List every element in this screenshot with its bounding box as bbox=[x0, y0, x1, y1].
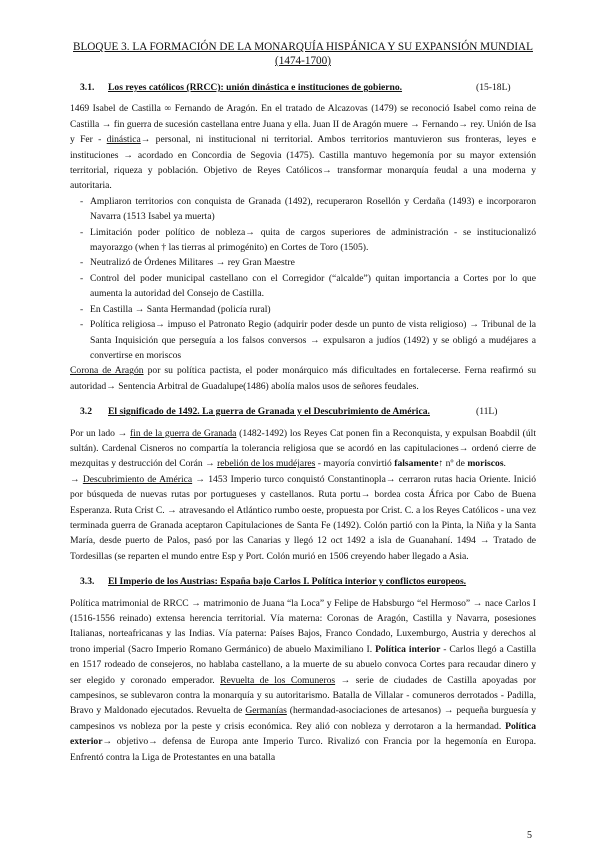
section-heading-3-1 bbox=[70, 80, 536, 95]
paragraph-corona-aragon bbox=[70, 363, 536, 394]
underlined-term: dinástica bbox=[106, 134, 141, 146]
text: → objetivo→ defensa de Europa ante Imperio Turco. Rivalizó con Francia por la hegemonía en Europa. Enfrentó contra la Liga de Protestantes en una batalla bbox=[70, 736, 536, 763]
section-number: 3.3. bbox=[80, 576, 95, 588]
section-title: El significado de 1492. La guerra de Granada y el Descubrimiento de América. bbox=[108, 406, 430, 418]
section-number: 3.2 bbox=[80, 406, 92, 418]
paragraph-granada bbox=[70, 426, 536, 472]
section-heading-3-3 bbox=[70, 574, 536, 589]
text: → bbox=[70, 473, 83, 485]
text: . bbox=[503, 458, 506, 470]
list-item: - Neutralizó de Órdenes Militares → rey Gran Maestre bbox=[70, 255, 536, 270]
section-number: 3.1. bbox=[80, 82, 95, 93]
measures-list bbox=[70, 194, 536, 363]
text: → serie de ciudades de Castilla apoyadas por campesinos, se sublevaron contra la monarquía y su autoritarismo. Batalla de Villalar - comuneros derrotados - Padilla, Bravo y Maldonado ejecutados. Revuelta de bbox=[70, 674, 536, 717]
paragraph-carlos-i bbox=[70, 596, 536, 765]
bold-term: Política interior bbox=[375, 643, 441, 655]
list-item: - Control del poder municipal castellano con el Corregidor (“alcalde”) quitan importancia a Cortes por lo que aumenta la autoridad del Consejo de Castilla. bbox=[70, 271, 536, 302]
page-number: 5 bbox=[527, 830, 532, 841]
text: Política matrimonial de RRCC → matrimonio de Juana “la Loca” y Felipe de Habsburgo “el Hermoso” → nace Carlos I (1516-1556 reinado) extensa herencia territorial. Vía materna: Coronas de Aragón, Castilla y Navarra, posesiones Italianas, norteafricanas y las Indias. Vía paterna: Países Bajos, Franco Condado, Luxemburgo, Austria y derechos al trono imperial (Sacro Imperio Romano Germánico) de abuelo Maximiliano I. bbox=[70, 597, 536, 655]
section-title: Los reyes católicos (RRCC): unión dinástica e instituciones de gobierno. bbox=[108, 82, 403, 93]
bold-term: falsamente bbox=[394, 458, 439, 470]
section-time: (11L) bbox=[476, 406, 498, 418]
text: (hermandad-asociaciones de artesanos) → pequeña burguesía y campesinos vs nobleza por la peste y crisis económica. Rey alió con nobleza y derrotaron a la hermandad. bbox=[70, 705, 536, 732]
underlined-term: Corona de Aragón bbox=[70, 365, 144, 377]
underlined-term: Descubrimiento de América bbox=[82, 473, 193, 485]
list-item: - Política religiosa→ impuso el Patronato Regio (adquirir poder desde un punto de vista religioso) → Tribunal de la Santa Inquisición que perseguía a los falsos conversos → expulsaron a judíos (1492) y se obligó a mudéjares a convertirse en moriscos bbox=[70, 317, 536, 363]
text: → 1453 Imperio turco conquistó Constantinopla→ cerraron rutas hacia Oriente. Inició por búsqueda de nuevas rutas por portugueses y castellanos. Ruta portu→ bordea costa África por Cabo de Buena Esperanza. Ruta Crist C. → atravesando el Atlántico rumbo oeste, propuesta por Crist. C. a los Reyes Católicos - una vez terminada guerra de Granada aceptaron Capitulaciones de Santa Fe (1492). Colón partió con la Pinta, la Niña y la Santa María, desde puerto de Palos, pasó por las Canarias y llegó 12 oct 1492 a isla de Guanahaní. 1494 → Tratado de Tordesillas (se reparten el mundo entre Esp y Port. Colón murió en 1506 creyendo haber llegado a Asia. bbox=[70, 473, 537, 562]
text: por su política pactista, el poder monárquico más dificultades en fortalecerse. Fernа reafirmó su autoridad→ Sentencia Arbitral de Guadalupe(1486) abolía malos usos de señores feudales. bbox=[70, 365, 536, 392]
section-title: El Imperio de los Austrias: España bajo Carlos I. Política interior y conflictos europeos. bbox=[108, 576, 467, 588]
text: - Carlos llegó a Castilla en 1517 rodeado de consejeros, no hablaba castellano, a la muerte de su abuelo convoca Cortes para recaudar dinero y ser elegido y coronado emperador. bbox=[70, 643, 536, 686]
text: (1482-1492) los Reyes Cat ponen fin a Reconquista, y expulsan Boabdil (últ sultán). Cardenal Cisneros no compartía la tolerancia religiosa que se acordó en las capitulaciones→ ordenó cierre de mezquitas y destrucción del Corán → bbox=[70, 427, 536, 470]
underlined-term: Germanías bbox=[245, 705, 287, 717]
section-time: (15-18L) bbox=[476, 82, 511, 93]
bold-term: moriscos bbox=[467, 458, 504, 470]
paragraph-union-dinastica bbox=[70, 101, 536, 193]
text: Por un lado → bbox=[70, 427, 130, 439]
underlined-term: fin de la guerra de Granada bbox=[130, 427, 237, 439]
text: ↑ nº de bbox=[438, 458, 468, 470]
section-heading-3-2 bbox=[70, 404, 536, 419]
text: - mayoría convirtió bbox=[315, 458, 395, 470]
underlined-term: Revuelta de los Comuneros bbox=[220, 674, 336, 686]
text: 1469 Isabel de Castilla ∞ Fernando de Aragón. En el tratado de Alcazovas (1479) se reconoció Isabel como reina de Castilla → fin guerra de sucesión castellana entre Juana y ella. Juan II de Aragón muere → Fernando→ rey. Unión de Isa y Fer - bbox=[70, 103, 536, 146]
underlined-term: rebelión de los mudéjares bbox=[217, 458, 316, 470]
document-page bbox=[70, 40, 536, 765]
page-title: BLOQUE 3. LA FORMACIÓN DE LA MONARQUÍA HISPÁNICA Y SU EXPANSIÓN MUNDIAL (1474-1700) bbox=[73, 41, 533, 67]
paragraph-descubrimiento bbox=[70, 472, 536, 564]
list-item: - Ampliaron territorios con conquista de Granada (1492), recuperaron Rosellón y Cerdaña (1493) e incorporaron Navarra (1513 Isabel ya muerta) bbox=[70, 194, 536, 225]
text: → personal, ni institucional ni territorial. Ambos territorios mantuvieron sus fronteras, leyes e instituciones → acordado en Concordia de Segovia (1475). Castilla mantuvo hegemonía por su mayor extensión territorial, riqueza y población. Objetivo de Reyes Católicos→ transformar monarquía feudal a una moderna y autoritaria. bbox=[70, 134, 536, 192]
list-item: - En Castilla → Santa Hermandad (policía rural) bbox=[70, 302, 536, 317]
bold-term: Política exterior bbox=[70, 720, 536, 748]
list-item: - Limitación poder político de nobleza→ quita de cargos superiores de administración - se institucionalizó mayorazgo (when † las tierras al primogénito) en Cortes de Toro (1505). bbox=[70, 225, 536, 256]
